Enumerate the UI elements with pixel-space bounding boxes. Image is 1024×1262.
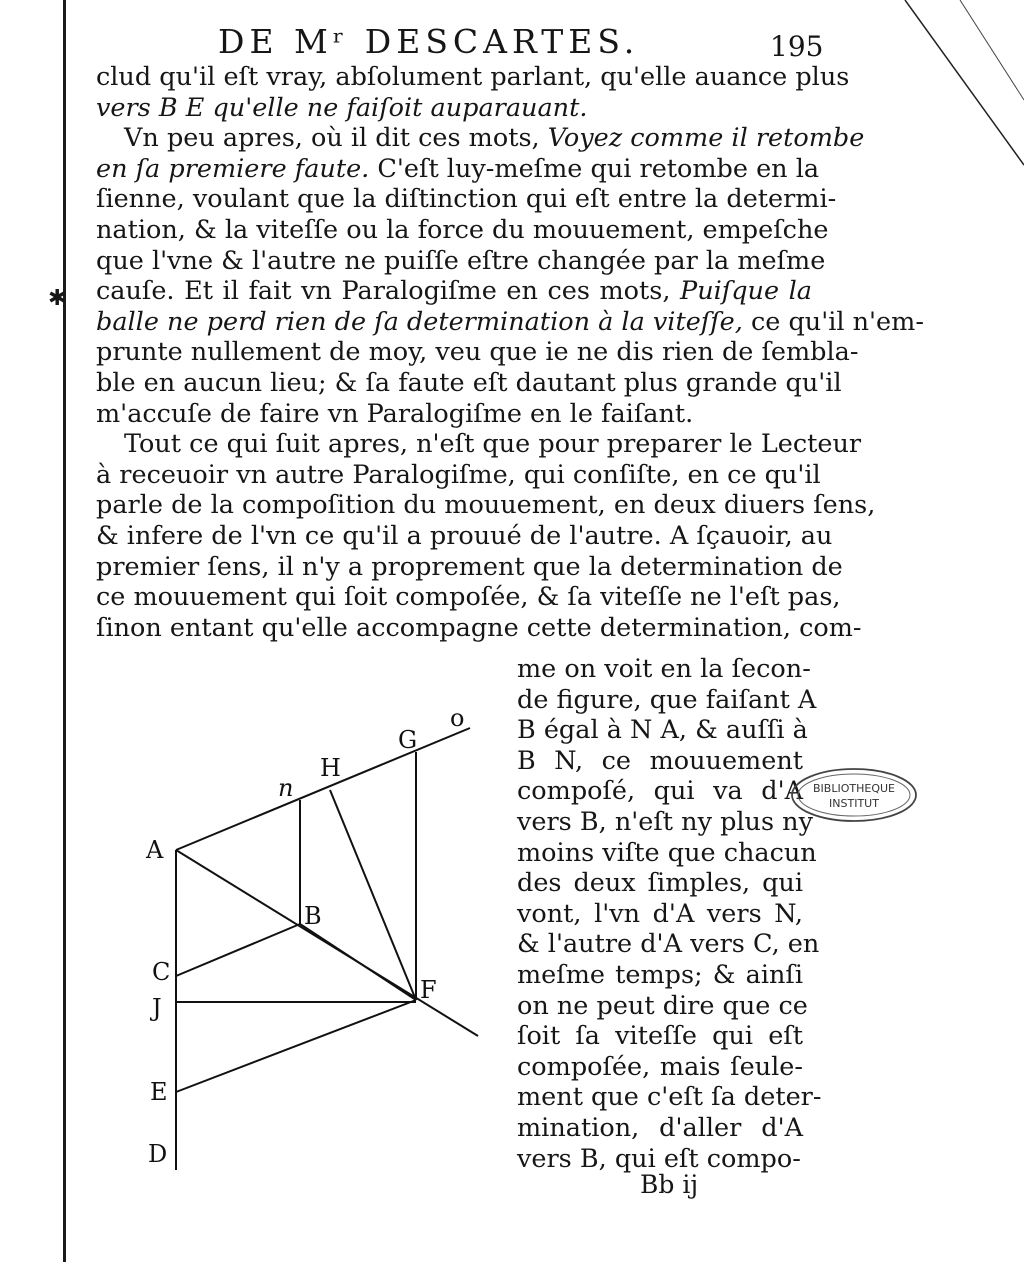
text-line: que l'vne & l'autre ne puiſſe eſtre changée par la meſme <box>96 245 826 276</box>
stamp-line-1: BIBLIOTHEQUE <box>813 782 895 795</box>
label-c: C <box>152 958 171 986</box>
text-line: cauſe. Et il fait vn Paralogiſme en ces mots, Puiſque la <box>96 276 812 307</box>
text-line: me on voit en la ſecon- <box>517 654 811 684</box>
label-f: F <box>420 976 437 1004</box>
line-a-o <box>176 728 470 850</box>
text-line: & infere de l'vn ce qu'il a prouué de l'autre. A ſçauoir, au <box>96 520 833 551</box>
text-line: des deux ſimples, qui <box>517 868 803 899</box>
line-h-f <box>330 790 416 1000</box>
line-b-f <box>300 924 416 1000</box>
text-line: clud qu'il eſt vray, abſolument parlant, qu'elle auance plus <box>96 62 850 92</box>
label-i: J <box>152 994 162 1022</box>
text-line: vers B, qui eſt compo- <box>517 1143 801 1174</box>
text-line: parle de la compoſition du mouuement, en deux diuers ſens, <box>96 490 876 521</box>
label-e: E <box>150 1078 168 1106</box>
text-line: mination, d'aller d'A <box>517 1112 803 1143</box>
text-line: m'accuſe de faire vn Paralogiſme en le faiſant. <box>96 398 694 429</box>
text-line: vers B E qu'elle ne faiſoit auparauant. <box>96 92 588 123</box>
text-line: meſme temps; & ainſi <box>517 959 803 990</box>
library-stamp <box>788 764 920 826</box>
line-c-b <box>176 924 300 976</box>
text-line: moins viſte que chacun <box>517 837 817 868</box>
text-line: nation, & la viteſſe ou la force du mouuement, empeſche <box>96 214 829 245</box>
text-line: compoſé, qui va d'A <box>517 776 803 807</box>
text-line: vont, l'vn d'A vers N, <box>517 898 803 929</box>
label-d: D <box>148 1140 168 1168</box>
text-line: de figure, que faiſant A <box>517 684 817 715</box>
text-line: en ſa premiere faute. C'eſt luy-meſme qui retombe en la <box>96 153 820 184</box>
text-line: à receuoir vn autre Paralogiſme, qui conſiſte, en ce qu'il <box>96 459 821 490</box>
signature-mark: Bb ij <box>640 1170 699 1199</box>
label-o: o <box>450 704 465 732</box>
label-n: n <box>278 774 294 802</box>
text-line: B égal à N A, & auſſi à <box>517 715 808 746</box>
text-line: ce mouuement qui ſoit compoſée, & ſa viteſſe ne l'eſt pas, <box>96 582 841 613</box>
text-line: vers B, n'eſt ny plus ny <box>517 806 814 837</box>
label-a: A <box>146 836 164 864</box>
line-e-f <box>176 1000 416 1092</box>
page-number: 195 <box>770 30 824 63</box>
label-h: H <box>320 754 341 782</box>
text-line: B N, ce mouuement <box>517 745 803 776</box>
label-b: B <box>304 902 322 930</box>
text-line: Vn peu apres, où il dit ces mots, Voyez comme il retombe <box>124 123 865 154</box>
text-line: ſienne, voulant que la diſtinction qui eſt entre la determi- <box>96 184 837 215</box>
text-line: premier ſens, il n'y a proprement que la determination de <box>96 551 843 582</box>
text-line: & l'autre d'A vers C, en <box>517 929 820 960</box>
stamp-line-2: INSTITUT <box>829 797 879 810</box>
label-g: G <box>398 726 418 754</box>
running-header-title: DE Mʳ DESCARTES. <box>218 22 640 61</box>
text-line: Tout ce qui ſuit apres, n'eſt que pour preparer le Lecteur <box>124 429 862 460</box>
text-line: ſinon entant qu'elle accompagne cette determination, com- <box>96 612 862 643</box>
text-line: prunte nullement de moy, veu que ie ne dis rien de ſembla- <box>96 337 859 368</box>
text-line: on ne peut dire que ce <box>517 990 808 1021</box>
text-line: balle ne perd rien de ſa determination à la viteſſe, ce qu'il n'em- <box>96 306 924 337</box>
text-line: compoſée, mais ſeule- <box>517 1051 803 1082</box>
text-line: ſoit ſa viteſſe qui eſt <box>517 1021 803 1052</box>
margin-mark: ✱ <box>48 286 67 311</box>
line-a-f <box>176 850 478 1036</box>
text-line: ment que c'eſt ſa deter- <box>517 1082 822 1113</box>
text-line: ble en aucun lieu; & ſa faute eſt dautant plus grande qu'il <box>96 367 842 398</box>
